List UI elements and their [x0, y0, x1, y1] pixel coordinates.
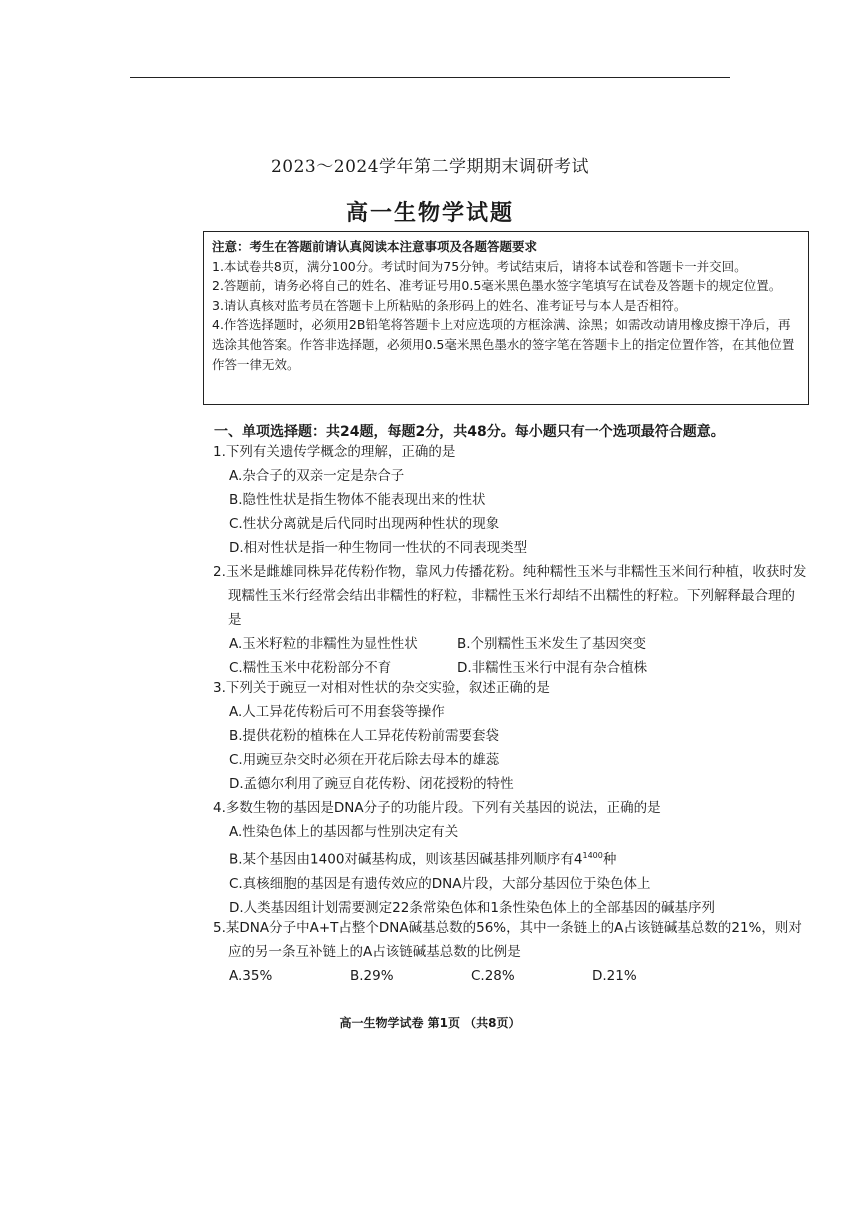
notice-title: 注意：考生在答题前请认真阅读本注意事项及各题答题要求	[212, 239, 538, 254]
option-d: D.21%	[592, 968, 637, 984]
notice-item: 1.本试卷共8页，满分100分。考试时间为75分钟。考试结束后，请将本试卷和答题卡一并交回。	[212, 258, 747, 274]
subject-title: 高一生物学试题	[345, 200, 514, 226]
option-a: A.杂合子的双亲一定是杂合子	[229, 468, 405, 484]
option-a: A.人工异花传粉后可不用套袋等操作	[229, 704, 445, 720]
question-2	[213, 560, 808, 680]
option-a: A.性染色体上的基因都与性别决定有关	[229, 824, 459, 840]
question-stem: 4.多数生物的基因是DNA分子的功能片段。下列有关基因的说法，正确的是	[213, 800, 661, 816]
notice-item: 4.作答选择题时，必须用2B铅笔将答题卡上对应选项的方框涂满、涂黑；如需改动请用橡皮擦干净后，再选涂其他答案。作答非选择题，必须用0.5毫米黑色墨水的签字笔在答题卡上的指定位置作答，在其他位置作答一律无效。	[212, 317, 795, 372]
question-stem: 3.下列关于豌豆一对相对性状的杂交实验，叙述正确的是	[213, 680, 550, 696]
option-b-text: B.某个基因由1400对碱基构成，则该基因碱基排列顺序有4	[229, 851, 583, 868]
option-d: D.人类基因组计划需要测定22条常染色体和1条性染色体上的全部基因的碱基序列	[229, 899, 715, 916]
option-d: D.相对性状是指一种生物同一性状的不同表现类型	[229, 540, 528, 556]
question-stem: 2.玉米是雌雄同株异花传粉作物，靠风力传播花粉。纯种糯性玉米与非糯性玉米间行种植，收获时发现糯性玉米行经常会结出非糯性的籽粒，非糯性玉米行却结不出糯性的籽粒。下列解释最合理的是	[213, 564, 807, 628]
section-heading: 一、单项选择题：共24题，每题2分，共48分。每小题只有一个选项最符合题意。	[214, 424, 725, 440]
question-4	[213, 796, 808, 920]
question-stem: 5.某DNA分子中A+T占整个DNA碱基总数的56%，其中一条链上的A占该链碱基总数的21%，则对应的另一条互补链上的A占该链碱基总数的比例是	[213, 920, 802, 960]
option-b	[213, 844, 808, 872]
option-c: C.28%	[471, 968, 515, 984]
notice-box	[203, 231, 809, 405]
option-a: A.玉米籽粒的非糯性为显性性状	[229, 636, 418, 652]
option-c: C.性状分离就是后代同时出现两种性状的现象	[229, 516, 500, 532]
top-rule	[130, 77, 730, 78]
option-c: C.真核细胞的基因是有遗传效应的DNA片段，大部分基因位于染色体上	[229, 875, 651, 892]
question-5	[213, 916, 808, 988]
option-b-tail: 种	[602, 851, 617, 868]
option-b: B.个别糯性玉米发生了基因突变	[457, 636, 647, 652]
page-footer: 高一生物学试卷 第1页 （共8页）	[339, 1016, 521, 1030]
option-b: B.29%	[350, 968, 394, 984]
option-d: D.孟德尔利用了豌豆自花传粉、闭花授粉的特性	[229, 776, 514, 792]
option-c: C.糯性玉米中花粉部分不育	[229, 660, 392, 676]
question-3	[213, 676, 808, 796]
notice-item: 3.请认真核对监考员在答题卡上所粘贴的条形码上的姓名、准考证号与本人是否相符。	[212, 297, 687, 313]
exam-title: 2023～2024学年第二学期期末调研考试	[270, 157, 590, 177]
option-b-exponent: 1400	[582, 851, 603, 860]
question-stem: 1.下列有关遗传学概念的理解，正确的是	[213, 444, 456, 460]
option-a: A.35%	[229, 968, 273, 984]
option-c: C.用豌豆杂交时必须在开花后除去母本的雄蕊	[229, 752, 500, 768]
option-d: D.非糯性玉米行中混有杂合植株	[457, 660, 648, 676]
question-1	[213, 440, 808, 560]
notice-item: 2.答题前，请务必将自己的姓名、准考证号用0.5毫米黑色墨水签字笔填写在试卷及答题卡的规定位置。	[212, 278, 782, 294]
option-b: B.隐性性状是指生物体不能表现出来的性状	[229, 492, 486, 508]
option-b: B.提供花粉的植株在人工异花传粉前需要套袋	[229, 728, 500, 744]
